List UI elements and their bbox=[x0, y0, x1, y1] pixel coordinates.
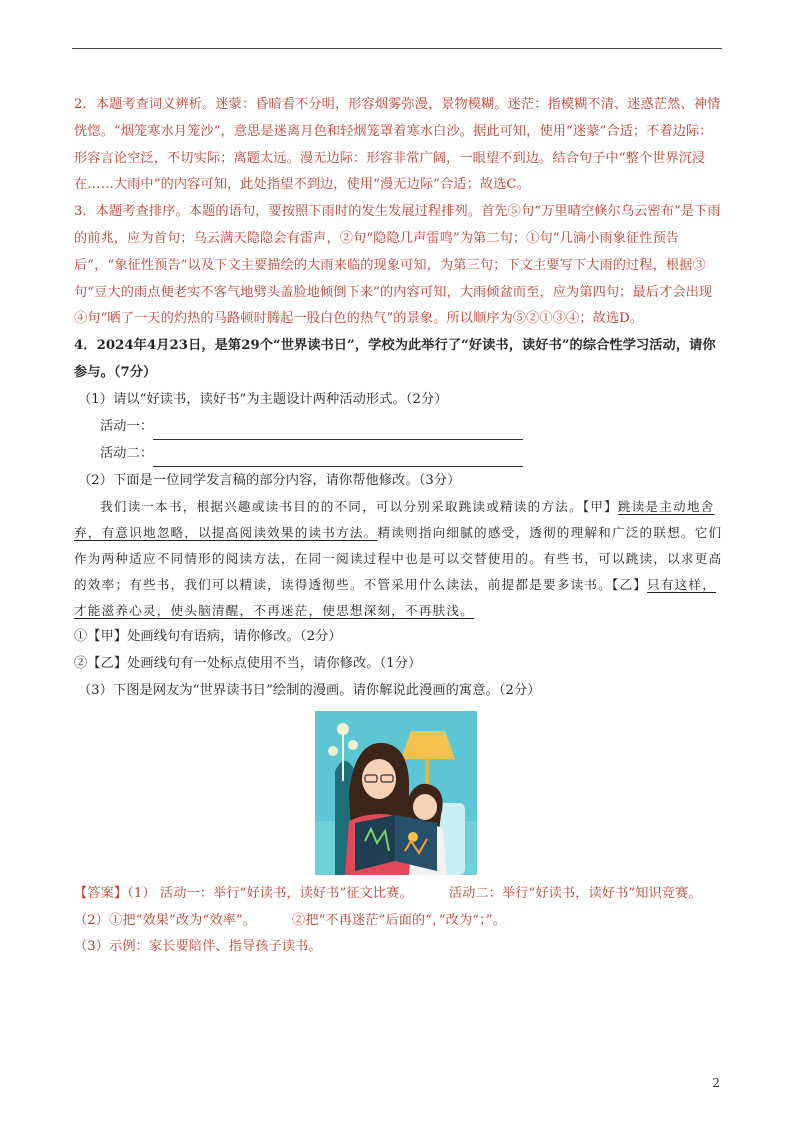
activity-1-blank[interactable] bbox=[153, 423, 523, 440]
reading-comic-illustration bbox=[315, 711, 477, 875]
mother-child-reading-picture bbox=[315, 711, 477, 875]
q3-explanation: 3．本题考查排序。本题的语句，要按照下雨时的发生发展过程排列。首先⑤句“万里晴空倏尔乌云密布”是下雨的前兆，应为首句；乌云满天隐隐会有雷声，②句“隐隐几声雷鸣”为第二句；①句“几滴小雨象征性预告后”，“象征性预告”以及下文主要描绘的大雨来临的现象可知，为第三句；下文主要写下大雨的过程，根据③句“豆大的雨点便老实不客气地劈头盖脸地倾倒下来”的内容可知，大雨倾盆而至，应为第四句；最后才会出现④句“晒了一天的灼热的马路顿时腾起一股白色的热气”的景象。所以顺序为⑤②①③④；故选D。 bbox=[74, 204, 721, 327]
sub-question-2: （2）下面是一位同学发言稿的部分内容，请你帮他修改。（3分） bbox=[78, 472, 461, 488]
speech-intro: 我们读一本书，根据兴趣或读书目的的不同，可以分别采取跳读或精读的方法。【甲】 bbox=[100, 499, 618, 515]
activity-2-line bbox=[74, 441, 724, 468]
answer-2-2: ②把“不再迷茫”后面的“，”改为“；”。 bbox=[292, 912, 506, 928]
page-number: 2 bbox=[712, 1076, 720, 1090]
speech-middle: 精读则指向细腻的感受，透彻的理解和广泛的联想。它们作为两种适应不同情形的阅读方法，在同一阅读过程中也是可以交替使用的。有些书，可以跳读，以求更高的效率；有些书，我们可以精读，读得透彻些。不管采用什么读法，前提都是要多读书。【乙】 bbox=[74, 525, 723, 593]
sub-question-1: （1）请以“好读书，读好书”为主题设计两种活动形式。（2分） bbox=[78, 391, 448, 407]
answer-2-1: （2）①把“效果”改为“效率”。 bbox=[74, 912, 257, 928]
content-area bbox=[74, 92, 724, 961]
answer-label: 【答案】 bbox=[74, 885, 128, 901]
answer-part-1 bbox=[74, 881, 724, 908]
answer-part-3: （3）示例：家长要陪伴、指导孩子读书。 bbox=[74, 939, 322, 955]
answer-1-activity-2: 活动二：举行“好读书，读好书”知识竞赛。 bbox=[448, 885, 702, 901]
sub-question-3: （3）下图是网友为“世界读书日”绘制的漫画。请你解说此漫画的寓意。（2分） bbox=[78, 682, 541, 698]
header-rule bbox=[72, 48, 722, 49]
q4-title: 4．2024年4月23日，是第29个“世界读书日”，学校为此举行了“好读书，读好书”的综合性学习活动，请你参与。（7分） bbox=[74, 338, 716, 380]
activity-1-label: 活动一： bbox=[100, 418, 154, 434]
activity-2-label: 活动二： bbox=[100, 445, 154, 461]
sub-question-2-1: ①【甲】处画线句有语病，请你修改。（2分） bbox=[74, 629, 342, 645]
speech-yi-underlined: 只有这样，才能滋养心灵，使头脑清醒，不再迷茫，使思想深刻，不再肤浅。 bbox=[74, 577, 717, 619]
sub-question-2-2: ②【乙】处画线句有一处标点使用不当，请你修改。（1分） bbox=[74, 656, 422, 672]
answer-1-activity-1: （1） 活动一：举行“好读书，读好书”征文比赛。 bbox=[127, 885, 413, 901]
q2-explanation: 2．本题考查词义辨析。迷蒙：昏暗看不分明，形容烟雾弥漫，景物模糊。迷茫：指模糊不清、迷惑茫然、神情恍惚。“烟笼寒水月笼沙”，意思是迷离月色和轻烟笼罩着寒水白沙。据此可知，使用“迷蒙”合适；不着边际：形容言论空泛，不切实际；离题太远。漫无边际：形容非常广阔，一眼望不到边。结合句子中“整个世界沉浸在……大雨中”的内容可知，此处指望不到边，使用“漫无边际”合适；故选C。 bbox=[74, 97, 721, 193]
speech-jia-underlined: 跳读是主动地舍弃，有意识地忽略，以提高阅读效果的读书方法。 bbox=[74, 499, 715, 541]
activity-2-blank[interactable] bbox=[153, 450, 523, 467]
answer-part-2 bbox=[74, 908, 724, 935]
speech-passage bbox=[74, 494, 724, 624]
activity-1-line bbox=[74, 414, 724, 441]
